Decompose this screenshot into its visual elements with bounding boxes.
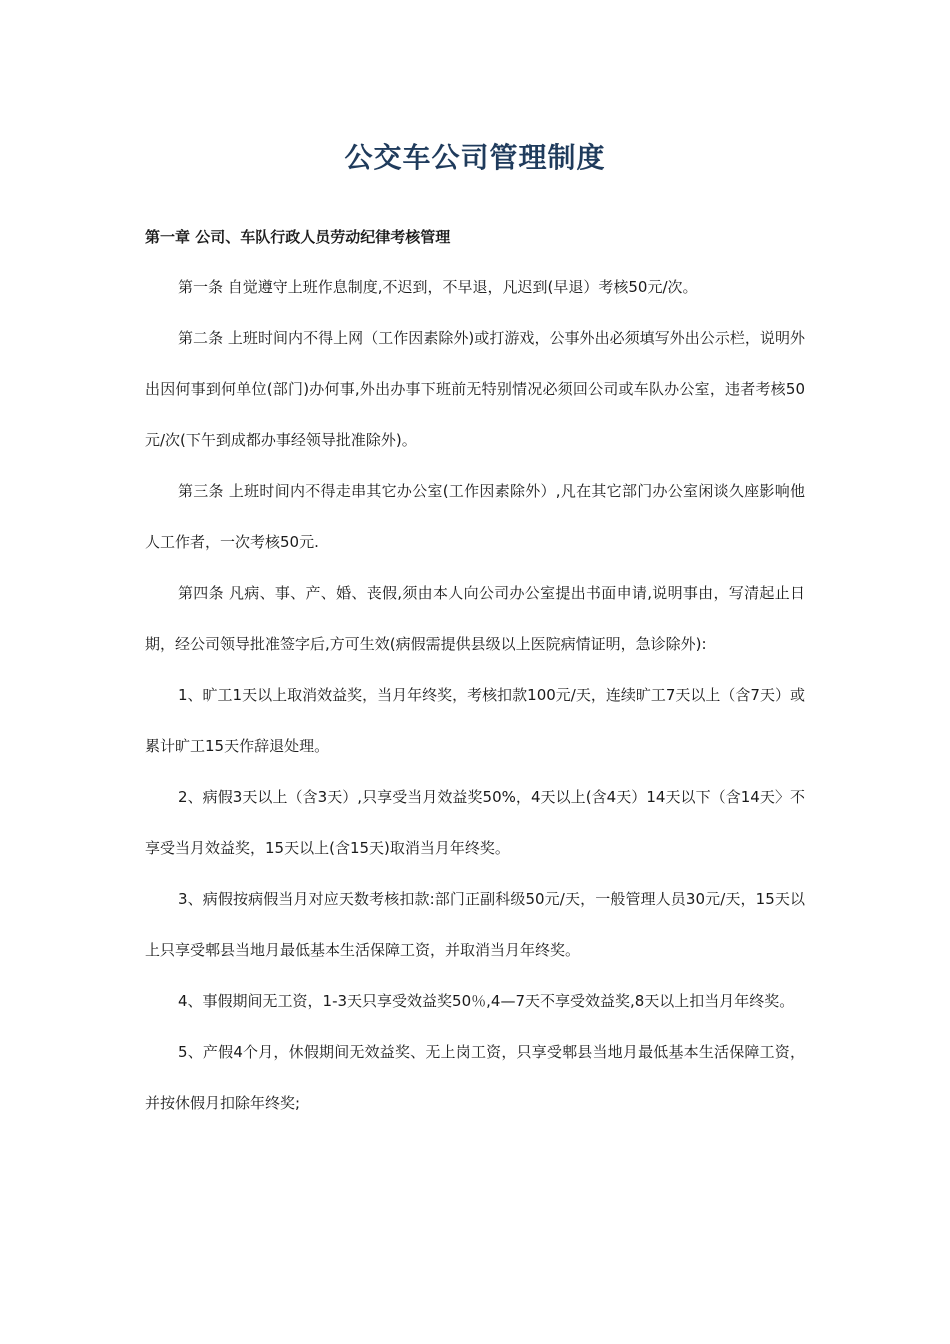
item-5-paragraph: 5、产假4个月，休假期间无效益奖、无上岗工资，只享受郫县当地月最低基本生活保障工资，并按休假月扣除年终奖;: [145, 1043, 805, 1112]
document-body: [145, 262, 805, 1129]
article-3-paragraph: 第三条 上班时间内不得走串其它办公室(工作因素除外）,凡在其它部门办公室闲谈久座影响他人工作者，一次考核50元.: [145, 482, 805, 551]
item-2-paragraph: 2、病假3天以上（含3天）,只享受当月效益奖50%，4天以上(含4天）14天以下（含14天〉不享受当月效益奖，15天以上(含15天)取消当月年终奖。: [145, 788, 805, 857]
chapter-heading: 第一章 公司、车队行政人员劳动纪律考核管理: [145, 228, 451, 246]
item-3-paragraph: 3、病假按病假当月对应天数考核扣款:部门正副科级50元/天，一般管理人员30元/天，15天以上只享受郫县当地月最低基本生活保障工资，并取消当月年终奖。: [145, 890, 805, 959]
item-1-paragraph: 1、旷工1天以上取消效益奖，当月年终奖，考核扣款100元/天，连续旷工7天以上（含7天）或累计旷工15天作辞退处理。: [145, 686, 805, 755]
article-4-paragraph: 第四条 凡病、事、产、婚、丧假,须由本人向公司办公室提出书面申请,说明事由，写清起止日期，经公司领导批准签字后,方可生效(病假需提供县级以上医院病情证明，急诊除外):: [145, 584, 805, 653]
item-4-paragraph: 4、事假期间无工资，1-3天只享受效益奖50％,4—7天不享受效益奖,8天以上扣当月年终奖。: [178, 992, 795, 1010]
document-title: 公交车公司管理制度: [344, 141, 606, 174]
article-2-paragraph: 第二条 上班时间内不得上网（工作因素除外)或打游戏，公事外出必须填写外出公示栏，说明外出因何事到何单位(部门)办何事,外出办事下班前无特别情况必须回公司或车队办公室，违者考核50元/次(下午到成都办事经领导批准除外)。: [145, 329, 805, 449]
article-1-paragraph: 第一条 自觉遵守上班作息制度,不迟到，不早退，凡迟到(早退）考核50元/次。: [178, 278, 698, 296]
